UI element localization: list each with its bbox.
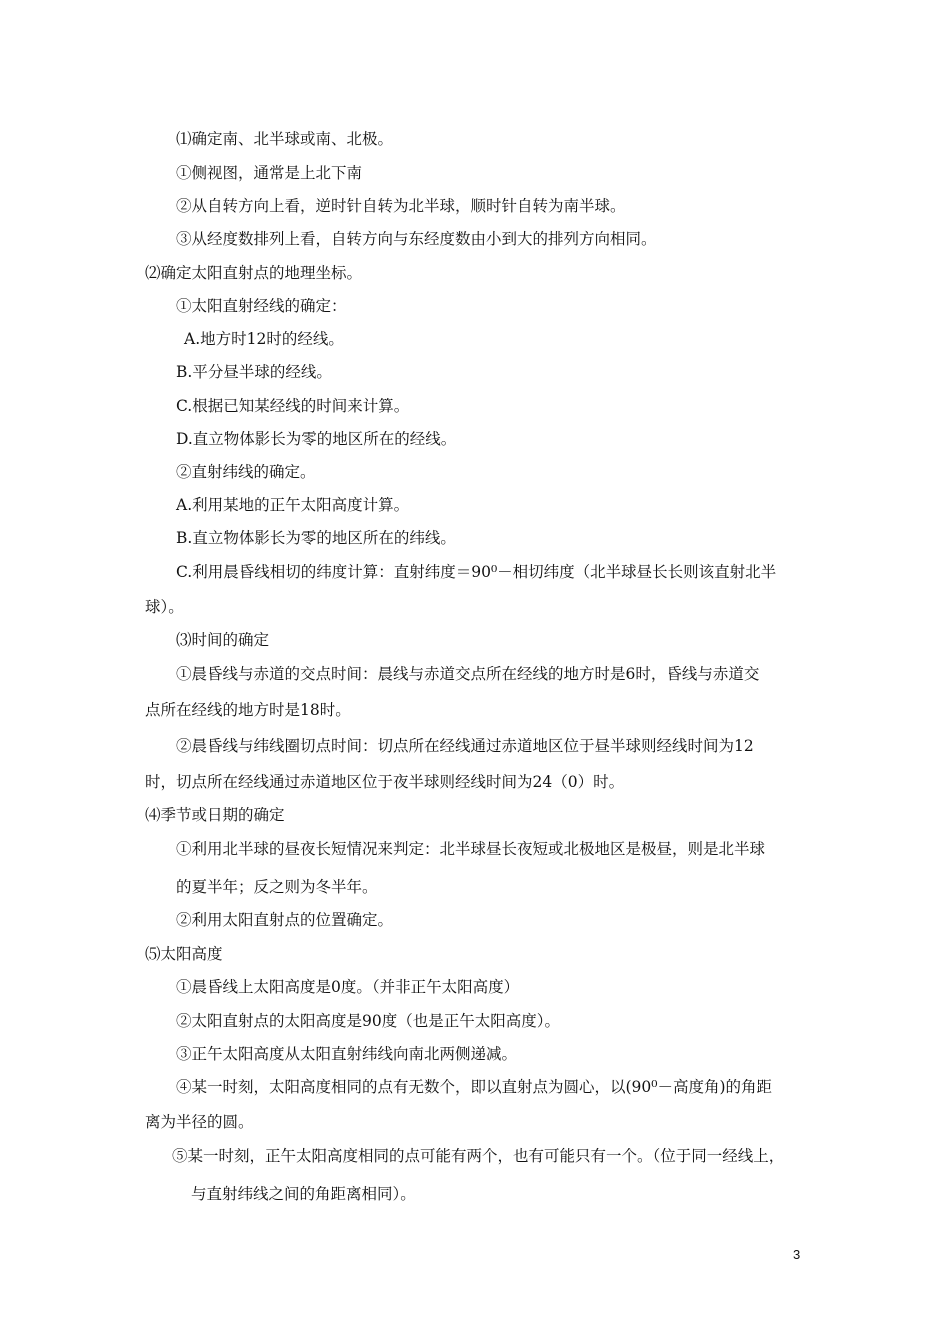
text-line: ⑤某一时刻，正午太阳高度相同的点可能有两个，也有可能只有一个。（位于同一经线上， — [172, 1147, 785, 1165]
text-line: 时，切点所在经线通过赤道地区位于夜半球则经线时间为24（0）时。 — [145, 773, 625, 791]
text-line: ⑸太阳高度 — [145, 945, 223, 963]
text-line: ②太阳直射点的太阳高度是90度（也是正午太阳高度）。 — [176, 1012, 560, 1030]
text-line: ①晨昏线上太阳高度是0度。（并非正午太阳高度） — [176, 978, 520, 996]
text-line: ②利用太阳直射点的位置确定。 — [176, 911, 394, 929]
text-line: ②直射纬线的确定。 — [176, 463, 316, 481]
text-line: ①晨昏线与赤道的交点时间：晨线与赤道交点所在经线的地方时是6时，昏线与赤道交 — [176, 665, 760, 683]
page-number: 3 — [793, 1247, 801, 1262]
text-line: ⑴确定南、北半球或南、北极。 — [176, 130, 394, 148]
text-line: A.利用某地的正午太阳高度计算。 — [176, 496, 410, 514]
text-line: D.直立物体影长为零的地区所在的经线。 — [176, 430, 457, 448]
text-line: ⑷季节或日期的确定 — [145, 806, 285, 824]
text-line: C.根据已知某经线的时间来计算。 — [176, 397, 410, 415]
text-line: ①太阳直射经线的确定： — [176, 297, 347, 315]
text-line: ③正午太阳高度从太阳直射纬线向南北两侧递减。 — [176, 1045, 518, 1063]
text-line: ②从自转方向上看，逆时针自转为北半球，顺时针自转为南半球。 — [176, 197, 626, 215]
text-line: B.直立物体影长为零的地区所在的纬线。 — [176, 529, 456, 547]
text-line: A.地方时12时的经线。 — [184, 330, 344, 348]
text-line: 的夏半年；反之则为冬半年。 — [176, 878, 378, 896]
text-line: 离为半径的圆。 — [145, 1113, 254, 1131]
text-line: ③从经度数排列上看，自转方向与东经度数由小到大的排列方向相同。 — [176, 230, 657, 248]
text-line: ⑵确定太阳直射点的地理坐标。 — [145, 264, 363, 282]
text-line: ⑶时间的确定 — [176, 631, 270, 649]
text-line: C.利用晨昏线相切的纬度计算：直射纬度＝90⁰－相切纬度（北半球昼长长则该直射北半 — [176, 563, 777, 581]
text-line: 点所在经线的地方时是18时。 — [145, 701, 351, 719]
text-line: 球）。 — [145, 598, 184, 616]
text-line: ②晨昏线与纬线圈切点时间：切点所在经线通过赤道地区位于昼半球则经线时间为12 — [176, 737, 754, 755]
text-line: ①利用北半球的昼夜长短情况来判定：北半球昼长夜短或北极地区是极昼，则是北半球 — [176, 840, 766, 858]
text-line: B.平分昼半球的经线。 — [176, 363, 332, 381]
text-line: 与直射纬线之间的角距离相同）。 — [191, 1185, 416, 1203]
text-line: ①侧视图，通常是上北下南 — [176, 164, 363, 182]
text-line: ④某一时刻，太阳高度相同的点有无数个，即以直射点为圆心，以(90⁰－高度角)的角距 — [176, 1078, 773, 1096]
